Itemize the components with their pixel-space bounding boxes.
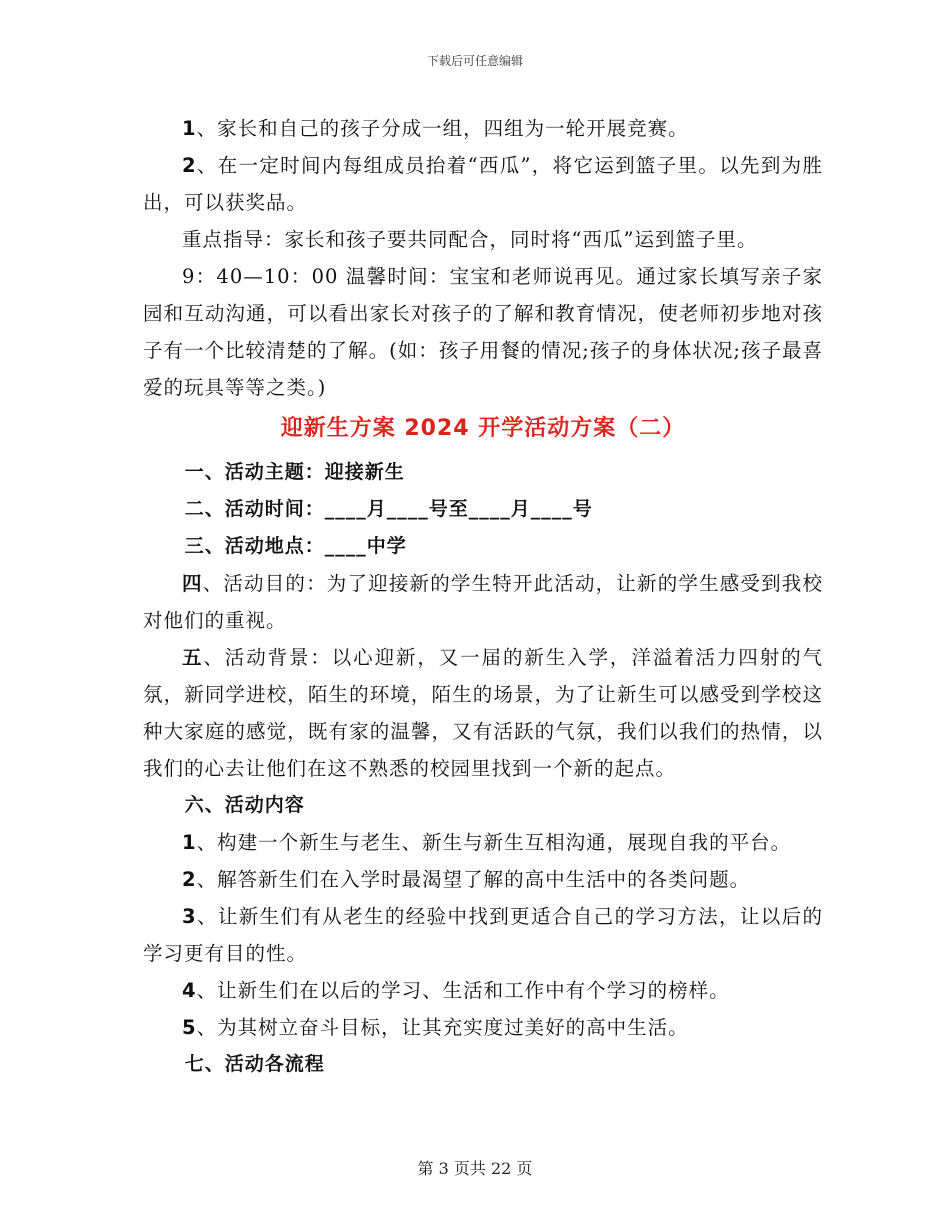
content-item: [143, 861, 823, 898]
content-item: [143, 824, 823, 861]
item-text: 、为其树立奋斗目标，让其充实度过美好的高中生活。: [196, 1016, 689, 1039]
item-number: 1: [182, 831, 197, 854]
item-text: 、让新生们在以后的学习、生活和工作中有个学习的榜样。: [196, 979, 730, 1002]
paragraph-key-guidance: 重点指导：家长和孩子要共同配合，同时将“西瓜”运到篮子里。: [182, 228, 758, 251]
item-text: 、解答新生们在入学时最渴望了解的高中生活中的各类问题。: [196, 868, 751, 891]
paragraph-rule-2: [143, 147, 823, 221]
item-text: 、让新生们有从老生的经验中找到更适合自己的学习方法，让以后的学习更有目的性。: [143, 905, 823, 965]
item-number: 5: [182, 1016, 197, 1039]
item-text: 、构建一个新生与老生、新生与新生互相沟通，展现自我的平台。: [196, 831, 792, 854]
activity-background: [143, 639, 823, 787]
content-item: [143, 972, 823, 1009]
activity-time: 二、活动时间：____月____号至____月____号: [184, 498, 593, 520]
content-item: [143, 898, 823, 972]
page-header: 下载后可任意编辑: [426, 54, 523, 68]
section-title: 迎新生方案 2024 开学活动方案（二）: [280, 416, 686, 441]
content-item: [143, 1009, 823, 1046]
item-number: 1: [182, 117, 197, 140]
item-number: 2: [182, 154, 197, 177]
activity-location: 三、活动地点：____中学: [184, 535, 407, 557]
item-text: 、家长和自己的孩子分成一组，四组为一轮开展竞赛。: [196, 117, 689, 140]
activity-theme: 一、活动主题：迎接新生: [184, 461, 405, 483]
activity-process-heading: 七、活动各流程: [184, 1053, 325, 1075]
section-label: 四: [182, 572, 203, 595]
activity-purpose: [143, 565, 823, 639]
item-number: 2: [182, 868, 197, 891]
item-number: 3: [182, 905, 197, 928]
paragraph-rule-1: [143, 110, 823, 147]
item-text: 、在一定时间内每组成员抬着“西瓜”，将它运到篮子里。以先到为胜出，可以获奖品。: [143, 154, 823, 214]
document-body: [143, 110, 823, 1083]
section-label: 五: [182, 646, 204, 669]
section-text: 、活动背景：以心迎新，又一届的新生入学，洋溢着活力四射的气氛，新同学进校，陌生的环境，陌生的场景，为了让新生可以感受到学校这种大家庭的感觉，既有家的温馨，又有活跃的气氛，我们以我们的热情，以我们的心去让他们在这不熟悉的校园里找到一个新的起点。: [143, 646, 823, 780]
item-number: 4: [182, 979, 197, 1002]
section-text: 、活动目的：为了迎接新的学生特开此活动，让新的学生感受到我校对他们的重视。: [143, 572, 823, 632]
activity-content-heading: 六、活动内容: [184, 794, 305, 816]
page-footer: 第 3 页共 22 页: [417, 1159, 533, 1178]
paragraph-farewell-time: 9：40—10：00 温馨时间：宝宝和老师说再见。通过家长填写亲子家园和互动沟通，可以看出家长对孩子的了解和教育情况，使老师初步地对孩子有一个比较清楚的了解。(如：孩子用餐的情况;孩子的身体状况;孩子最喜爱的玩具等等之类。): [143, 265, 823, 399]
